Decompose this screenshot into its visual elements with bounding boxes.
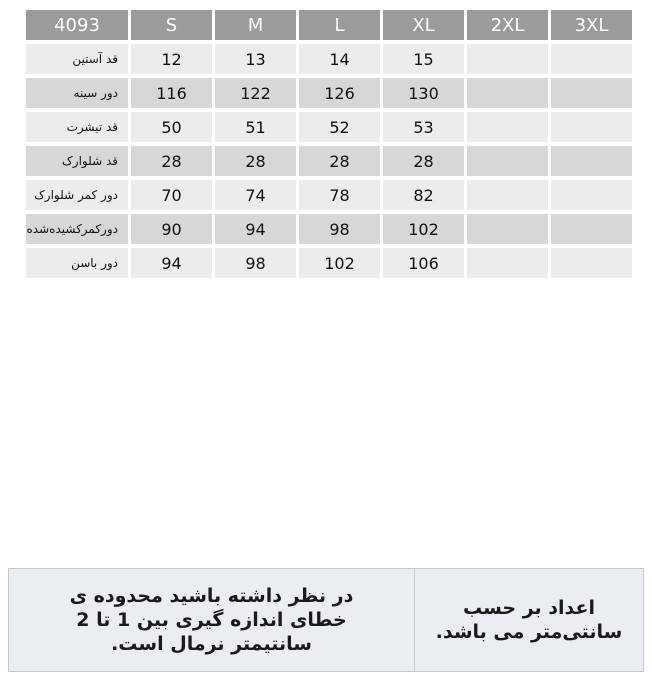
table-cell: 98 — [215, 248, 296, 278]
table-cell: 82 — [383, 180, 464, 210]
table-cell — [551, 112, 632, 142]
table-cell: 74 — [215, 180, 296, 210]
table-row — [26, 180, 632, 210]
table-cell: 53 — [383, 112, 464, 142]
table-cell: 51 — [215, 112, 296, 142]
table-row — [26, 78, 632, 108]
table-cell: 98 — [299, 214, 380, 244]
table-cell: 116 — [131, 78, 212, 108]
table-cell: 130 — [383, 78, 464, 108]
table-cell: 90 — [131, 214, 212, 244]
model-code-header: 4093 — [26, 10, 128, 40]
table-cell: 78 — [299, 180, 380, 210]
table-cell: 28 — [383, 146, 464, 176]
table-cell: 28 — [215, 146, 296, 176]
table-cell — [551, 248, 632, 278]
size-header-3xl: 3XL — [551, 10, 632, 40]
header-row — [26, 10, 632, 40]
table-cell: 28 — [299, 146, 380, 176]
table-cell: 106 — [383, 248, 464, 278]
table-cell — [551, 214, 632, 244]
table-cell: 70 — [131, 180, 212, 210]
table-cell — [467, 180, 548, 210]
table-cell: 102 — [299, 248, 380, 278]
row-label: دور سینه — [26, 78, 128, 108]
unit-note: اعداد بر حسب سانتی‌متر می باشد. — [435, 597, 623, 643]
table-cell — [551, 146, 632, 176]
table-cell — [551, 44, 632, 74]
table-cell: 94 — [131, 248, 212, 278]
size-header-s: S — [131, 10, 212, 40]
table-cell: 52 — [299, 112, 380, 142]
table-cell — [467, 248, 548, 278]
table-cell: 102 — [383, 214, 464, 244]
table-row — [26, 146, 632, 176]
table-row — [26, 214, 632, 244]
row-label: دورکمرکشیده‌شده — [26, 214, 128, 244]
size-table — [23, 10, 635, 278]
table-row — [26, 248, 632, 278]
table-row — [26, 112, 632, 142]
table-cell: 28 — [131, 146, 212, 176]
table-cell — [467, 214, 548, 244]
row-label: قد شلوارک — [26, 146, 128, 176]
table-cell: 14 — [299, 44, 380, 74]
table-cell — [467, 112, 548, 142]
table-cell — [467, 44, 548, 74]
notes-box — [8, 568, 644, 672]
row-label: قد تیشرت — [26, 112, 128, 142]
size-header-m: M — [215, 10, 296, 40]
table-cell — [551, 78, 632, 108]
table-cell: 126 — [299, 78, 380, 108]
size-header-l: L — [299, 10, 380, 40]
table-cell: 13 — [215, 44, 296, 74]
table-cell: 15 — [383, 44, 464, 74]
table-cell: 50 — [131, 112, 212, 142]
table-cell — [467, 146, 548, 176]
table-cell: 12 — [131, 44, 212, 74]
row-label: دور باسن — [26, 248, 128, 278]
table-cell — [467, 78, 548, 108]
tolerance-note: در نظر داشته باشید محدوده ی خطای اندازه گیری بین 1 تا 2 سانتیمتر نرمال است. — [9, 569, 415, 671]
table-cell — [551, 180, 632, 210]
table-row — [26, 44, 632, 74]
size-header-xl: XL — [383, 10, 464, 40]
row-label: قد آستین — [26, 44, 128, 74]
row-label: دور کمر شلوارک — [26, 180, 128, 210]
table-cell: 94 — [215, 214, 296, 244]
table-cell: 122 — [215, 78, 296, 108]
size-header-2xl: 2XL — [467, 10, 548, 40]
